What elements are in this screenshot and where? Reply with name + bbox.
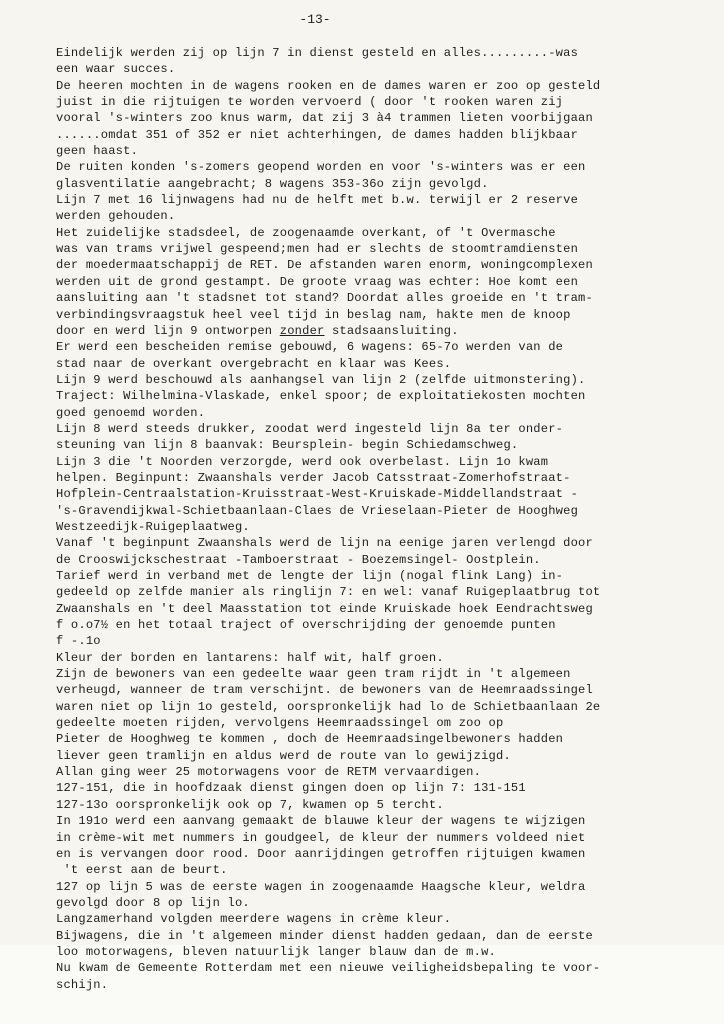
- text-line: geen haast.: [56, 144, 139, 159]
- text-line: verbindingsvraagstuk heel veel tijd in beslag nam, hakte men de knoop: [56, 307, 571, 322]
- text-line: aansluiting aan 't stadsnet tot stand? Doordat alles groeide en 't tram-: [56, 291, 593, 306]
- text-line: vooral 's-winters zoo knus warm, dat zij 3 à4 trammen lieten voorbijgaan: [56, 111, 593, 126]
- text-line: Vanaf 't beginpunt Zwaanshals werd de lijn na eenige jaren verlengd door: [56, 536, 593, 551]
- text-line: verheugd, wanneer de tram verschijnt. de bewoners van de Heemraadssingel: [56, 683, 593, 698]
- text-line: stad naar de overkant overgebracht en klaar was Kees.: [56, 356, 452, 371]
- text-line: Hofplein-Centraalstation-Kruisstraat-West-Kruiskade-Middellandstraat -: [56, 487, 579, 502]
- text-line: schijn.: [56, 977, 109, 992]
- text-line: de Crooswijckschestraat -Tamboerstraat - Boezemsingel- Oostplein.: [56, 552, 541, 567]
- text-line: glasventilatie aangebracht; 8 wagens 353-36o zijn gevolgd.: [56, 176, 489, 191]
- text-line: helpen. Beginpunt: Zwaanshals verder Jacob Catsstraat-Zomerhofstraat-: [56, 470, 571, 485]
- text-line: goed genoemd worden.: [56, 405, 206, 420]
- text-line: werden uit de grond gestampt. De groote vraag was echter: Hoe komt een: [56, 274, 579, 289]
- underlined-word: zonder: [279, 323, 325, 338]
- text-line: ......omdat 351 of 352 er niet achterhingen, de dames hadden blijkbaar: [56, 127, 579, 142]
- text-line: Lijn 9 werd beschouwd als aanhangsel van lijn 2 (zelfde uitmonstering).: [56, 372, 586, 387]
- text-line: Bijwagens, die in 't algemeen minder dienst hadden gedaan, dan de eerste: [56, 928, 593, 943]
- text-line: 't eerst aan de beurt.: [56, 863, 228, 878]
- text-line: Allan ging weer 25 motorwagens voor de RETM vervaardigen.: [56, 765, 482, 780]
- text-line: werden gehouden.: [56, 209, 176, 224]
- text-line: f o.o7½ en het totaal traject of overschrijding der genoemde punten: [56, 618, 556, 633]
- page-number: -13-: [299, 12, 331, 27]
- text-line: 127-151, die in hoofdzaak dienst gingen doen op lijn 7: 131-151: [56, 781, 526, 796]
- text-line: Lijn 7 met 16 lijnwagens had nu de helft met b.w. terwijl er 2 reserve: [56, 193, 579, 208]
- text-line: De heeren mochten in de wagens rooken en de dames waren er zoo op gesteld: [56, 78, 601, 93]
- text-line: In 191o werd een aanvang gemaakt de blauwe kleur der wagens te wijzigen: [56, 814, 586, 829]
- text-line: Kleur der borden en lantarens: half wit, half groen.: [56, 650, 444, 665]
- text-line: waren niet op lijn 1o gesteld, oorspronkelijk had lo de Schietbaanlaan 2e: [56, 699, 601, 714]
- text-line: een waar succes.: [56, 62, 176, 77]
- text-line: en is vervangen door rood. Door aanrijdingen getroffen rijtuigen kwamen: [56, 846, 586, 861]
- text-line: Traject: Wilhelmina-Vlaskade, enkel spoor; de exploitatiekosten mochten: [56, 389, 586, 404]
- text-line: 127 op lijn 5 was de eerste wagen in zoogenaamde Haagsche kleur, weldra: [56, 879, 586, 894]
- text-line: Lijn 3 die 't Noorden verzorgde, werd ook overbelast. Lijn 1o kwam: [56, 454, 549, 469]
- text-line: gedeelte moeten rijden, vervolgens Heemraadssingel om zoo op: [56, 716, 504, 731]
- text-line: steuning van lijn 8 baanvak: Beursplein- begin Schiedamschweg.: [56, 438, 519, 453]
- text-line: Zijn de bewoners van een gedeelte waar geen tram rijdt in 't algemeen: [56, 667, 571, 682]
- text-line: 's-Gravendijkwal-Schietbaanlaan-Claes de Vrieselaan-Pieter de Hooghweg: [56, 503, 579, 518]
- text-line: Langzamerhand volgden meerdere wagens in crème kleur.: [56, 912, 452, 927]
- text-line: Tarief werd in verband met de lengte der lijn (nogal flink Lang) in-: [56, 569, 564, 583]
- text-line: der moedermaatschappij de RET. De afstanden waren enorm, woningcomplexen: [56, 258, 593, 273]
- text-line: in crème-wit met nummers in goudgeel, de kleur der nummers voldeed niet: [56, 830, 586, 845]
- text-line: 127-13o oorspronkelijk ook op 7, kwamen op 5 tercht.: [56, 797, 444, 812]
- text-line: Het zuidelijke stadsdeel, de zoogenaamde overkant, of 't Overmasche: [56, 225, 556, 240]
- text-line: liever geen tramlijn en aldus werd de route van lo gewijzigd.: [56, 748, 511, 763]
- text-line: Westzeedijk-Ruigeplaatweg.: [56, 519, 250, 534]
- text-line: juist in die rijtuigen te worden vervoerd ( door 't rooken waren zij: [56, 95, 564, 110]
- text-line: gevolgd door 8 op lijn lo.: [56, 895, 250, 910]
- text-line: Nu kwam de Gemeente Rotterdam met een nieuwe veiligheidsbepaling te voor-: [56, 961, 601, 976]
- text-line: loo motorwagens, bleven natuurlijk langer blauw dan de m.w.: [56, 944, 496, 959]
- text-line: f -.1o: [56, 634, 101, 649]
- body-text: [56, 45, 716, 993]
- text-line: Zwaanshals en 't deel Maasstation tot einde Kruiskade hoek Eendrachtsweg: [56, 601, 593, 616]
- text-line: Eindelijk werden zij op lijn 7 in dienst gesteld en alles.........-was: [56, 46, 579, 60]
- text-line: Pieter de Hooghweg te kommen , doch de Heemraadsingelbewoners hadden: [56, 732, 564, 747]
- text-line: De ruiten konden 's-zomers geopend worden en voor 's-winters was er een: [56, 160, 586, 175]
- text-line: gedeeld op zelfde manier als ringlijn 7: en wel: vanaf Ruigeplaatbrug tot: [56, 585, 601, 600]
- text-line: was van trams vrijwel gespeend;men had er slechts de stoomtramdiensten: [56, 242, 579, 257]
- text-line: door en werd lijn 9 ontworpen zonder stadsaansluiting.: [56, 323, 459, 338]
- text-line: Lijn 8 werd steeds drukker, zoodat werd ingesteld lijn 8a ter onder-: [56, 421, 564, 436]
- text-line: Er werd een bescheiden remise gebouwd, 6 wagens: 65-7o werden van de: [56, 340, 564, 355]
